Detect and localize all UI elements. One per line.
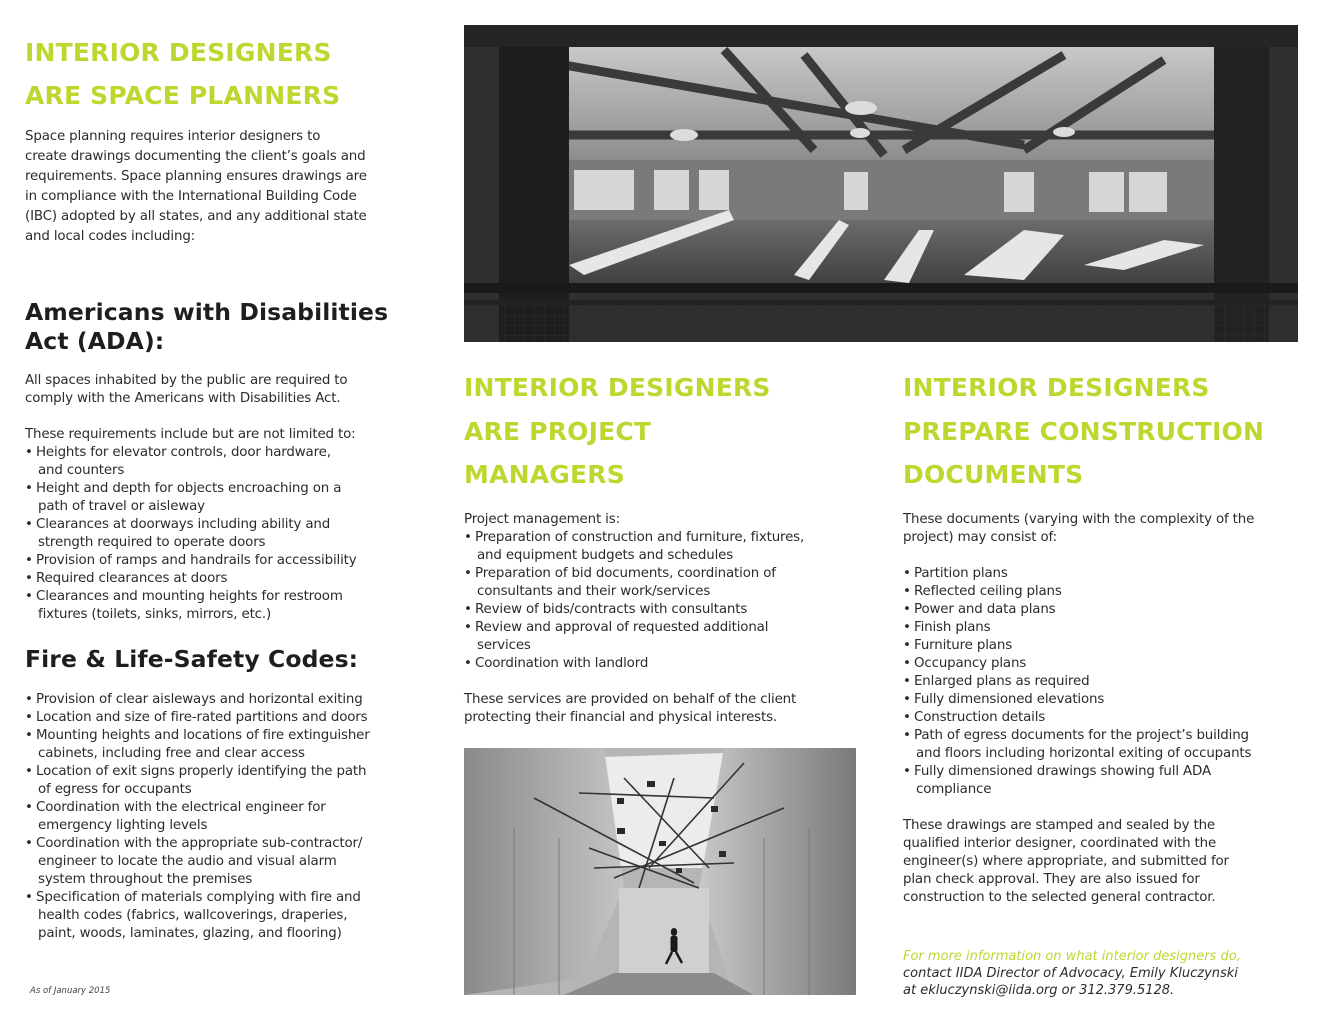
bullet-dot-icon: •	[464, 530, 472, 545]
bullet-text: Fully dimensioned drawings showing full ADA	[914, 764, 1211, 779]
bullet-item	[903, 565, 1254, 583]
heading-line: INTERIOR DESIGNERS	[903, 373, 1210, 402]
bullet-item	[25, 799, 370, 835]
text-line: in compliance with the International Building Code	[25, 189, 357, 204]
bullet-item	[25, 835, 370, 889]
bullet-text: Construction details	[914, 710, 1046, 725]
text-line: project) may consist of:	[903, 530, 1057, 545]
bullet-text-continued: paint, woods, laminates, glazing, and flooring)	[38, 926, 342, 941]
contact-accent-line: For more information on what interior designers do,	[903, 949, 1241, 964]
bullet-item	[25, 727, 370, 763]
bullet-dot-icon: •	[25, 589, 33, 604]
heading-line: PREPARE CONSTRUCTION	[903, 416, 1265, 446]
bullet-item	[25, 444, 357, 480]
text-line: qualified interior designer, coordinated with the	[903, 836, 1217, 851]
fire-safety-body	[25, 691, 370, 943]
bullet-text-continued: of egress for occupants	[38, 782, 192, 797]
text-line: engineer(s) where appropriate, and submitted for	[903, 854, 1229, 869]
space-planners-heading	[25, 31, 340, 117]
office-photo-graphic	[464, 25, 1298, 342]
bullet-dot-icon: •	[25, 836, 33, 851]
bullet-text: Location and size of fire-rated partitions and doors	[36, 710, 368, 725]
construction-docs-heading	[903, 366, 1264, 497]
bullet-text-continued: and equipment budgets and schedules	[477, 548, 734, 563]
bullet-dot-icon: •	[464, 656, 472, 671]
construction-docs-body	[903, 511, 1254, 907]
bullet-item	[903, 601, 1254, 619]
bullet-dot-icon: •	[25, 692, 33, 707]
bullet-item	[903, 619, 1254, 637]
bullet-item	[903, 709, 1254, 727]
bullet-item	[903, 655, 1254, 673]
heading-line: INTERIOR DESIGNERS	[464, 373, 771, 402]
bullet-text: Review and approval of requested additional	[475, 620, 769, 635]
construction-bullet-list	[903, 565, 1254, 799]
ada-heading	[25, 298, 388, 356]
bullet-dot-icon: •	[464, 620, 472, 635]
text-line: create drawings documenting the client’s goals and	[25, 149, 366, 164]
bullet-dot-icon: •	[464, 602, 472, 617]
bullet-text: Review of bids/contracts with consultants	[475, 602, 748, 617]
text-line: These documents (varying with the complexity of the	[903, 512, 1255, 527]
bullet-text: Clearances at doorways including ability and	[36, 517, 331, 532]
bullet-text-continued: emergency lighting levels	[38, 818, 208, 833]
bullet-dot-icon: •	[903, 710, 911, 725]
bullet-text: Partition plans	[914, 566, 1008, 581]
bullet-item	[903, 583, 1254, 601]
project-managers-heading	[464, 366, 771, 497]
heading-line: MANAGERS	[464, 460, 625, 489]
bullet-text: Required clearances at doors	[36, 571, 228, 586]
bullet-text: Power and data plans	[914, 602, 1056, 617]
bullet-text: Coordination with the appropriate sub-contractor/	[36, 836, 363, 851]
text-line: plan check approval. They are also issued for	[903, 872, 1200, 887]
bullet-dot-icon: •	[903, 602, 911, 617]
heading-line: Americans with Disabilities	[25, 298, 389, 326]
bullet-item	[25, 552, 357, 570]
bullet-item	[903, 763, 1254, 799]
bullet-item	[25, 691, 370, 709]
bullet-item	[464, 601, 804, 619]
bullet-text: Occupancy plans	[914, 656, 1027, 671]
bullet-text: Preparation of construction and furniture, fixtures,	[475, 530, 805, 545]
bullet-text: Clearances and mounting heights for restroom	[36, 589, 343, 604]
bullet-text: Path of egress documents for the project’s building	[914, 728, 1249, 743]
bullet-dot-icon: •	[25, 764, 33, 779]
bullet-text: Enlarged plans as required	[914, 674, 1090, 689]
text-line: All spaces inhabited by the public are required to	[25, 373, 348, 388]
bullet-dot-icon: •	[25, 445, 33, 460]
fire-safety-heading: Fire & Life-Safety Codes:	[25, 645, 359, 673]
bullet-item	[25, 570, 357, 588]
fire-bullet-list	[25, 691, 370, 943]
bullet-item	[25, 480, 357, 516]
bullet-dot-icon: •	[903, 692, 911, 707]
bullet-dot-icon: •	[903, 656, 911, 671]
bullet-text: Coordination with landlord	[475, 656, 649, 671]
bullet-item	[903, 691, 1254, 709]
bullet-text: Specification of materials complying with fire and	[36, 890, 361, 905]
bullet-text-continued: consultants and their work/services	[477, 584, 711, 599]
bullet-dot-icon: •	[25, 571, 33, 586]
text-line: These drawings are stamped and sealed by the	[903, 818, 1216, 833]
bullet-dot-icon: •	[903, 638, 911, 653]
heading-line: DOCUMENTS	[903, 460, 1084, 489]
bullet-text-continued: and counters	[38, 463, 125, 478]
bullet-text-continued: engineer to locate the audio and visual alarm	[38, 854, 337, 869]
bullet-text: Fully dimensioned elevations	[914, 692, 1105, 707]
corridor-installation-photo	[464, 748, 856, 995]
bullet-text: Location of exit signs properly identifying the path	[36, 764, 367, 779]
bullet-text: Height and depth for objects encroaching on a	[36, 481, 342, 496]
bullet-dot-icon: •	[464, 566, 472, 581]
bullet-text-continued: strength required to operate doors	[38, 535, 266, 550]
bullet-text-continued: cabinets, including free and clear access	[38, 746, 305, 761]
bullet-dot-icon: •	[25, 800, 33, 815]
bullet-dot-icon: •	[903, 620, 911, 635]
bullet-text: Heights for elevator controls, door hardware,	[36, 445, 331, 460]
project-managers-body	[464, 511, 804, 727]
bullet-text-continued: path of travel or aisleway	[38, 499, 205, 514]
list-intro: Project management is:	[464, 512, 620, 527]
corridor-photo-graphic	[464, 748, 856, 995]
bullet-item	[903, 673, 1254, 691]
bullet-item	[464, 565, 804, 601]
text-line: Space planning requires interior designers to	[25, 129, 321, 144]
heading-line: INTERIOR DESIGNERS	[25, 38, 332, 67]
bullet-item	[25, 709, 370, 727]
contact-email-phone[interactable]: at ekluczynski@iida.org or 312.379.5128.	[903, 983, 1175, 998]
bullet-item	[25, 516, 357, 552]
date-footnote: As of January 2015	[30, 986, 111, 996]
bullet-item	[25, 588, 357, 624]
bullet-item	[903, 727, 1254, 763]
bullet-text: Provision of ramps and handrails for accessibility	[36, 553, 357, 568]
heading-line: ARE SPACE PLANNERS	[25, 81, 341, 110]
text-line: and local codes including:	[25, 229, 196, 244]
bullet-dot-icon: •	[25, 710, 33, 725]
bullet-dot-icon: •	[25, 481, 33, 496]
bullet-text-continued: compliance	[916, 782, 992, 797]
text-line: construction to the selected general contractor.	[903, 890, 1216, 905]
bullet-item	[25, 889, 370, 943]
bullet-item	[464, 529, 804, 565]
list-intro: These requirements include but are not limited to:	[25, 427, 356, 442]
bullet-text: Preparation of bid documents, coordination of	[475, 566, 776, 581]
bullet-dot-icon: •	[25, 517, 33, 532]
office-interior-photo	[464, 25, 1298, 342]
bullet-text: Reflected ceiling plans	[914, 584, 1062, 599]
bullet-text: Provision of clear aisleways and horizontal exiting	[36, 692, 363, 707]
bullet-dot-icon: •	[25, 553, 33, 568]
heading-line: Act (ADA):	[25, 327, 165, 355]
bullet-text: Finish plans	[914, 620, 991, 635]
bullet-item	[464, 655, 804, 673]
bullet-text-continued: fixtures (toilets, sinks, mirrors, etc.)	[38, 607, 272, 622]
bullet-dot-icon: •	[25, 890, 33, 905]
ada-bullet-list	[25, 444, 357, 624]
bullet-text-continued: and floors including horizontal exiting of occupants	[916, 746, 1252, 761]
contact-info	[903, 948, 1241, 999]
contact-line: contact IIDA Director of Advocacy, Emily Kluczynski	[903, 966, 1238, 981]
text-line: These services are provided on behalf of the client	[464, 692, 797, 707]
bullet-dot-icon: •	[903, 728, 911, 743]
project-bullet-list	[464, 529, 804, 673]
text-line: (IBC) adopted by all states, and any additional state	[25, 209, 367, 224]
bullet-text: Furniture plans	[914, 638, 1013, 653]
text-line: requirements. Space planning ensures drawings are	[25, 169, 367, 184]
bullet-text-continued: health codes (fabrics, wallcoverings, draperies,	[38, 908, 348, 923]
bullet-dot-icon: •	[25, 728, 33, 743]
bullet-text: Coordination with the electrical engineer for	[36, 800, 326, 815]
bullet-item	[25, 763, 370, 799]
bullet-dot-icon: •	[903, 764, 911, 779]
ada-body	[25, 372, 357, 624]
bullet-text: Mounting heights and locations of fire extinguisher	[36, 728, 370, 743]
bullet-dot-icon: •	[903, 566, 911, 581]
bullet-text-continued: services	[477, 638, 531, 653]
space-planners-intro	[25, 127, 367, 247]
bullet-item	[464, 619, 804, 655]
bullet-text-continued: system throughout the premises	[38, 872, 253, 887]
bullet-dot-icon: •	[903, 674, 911, 689]
text-line: comply with the Americans with Disabilities Act.	[25, 391, 341, 406]
bullet-item	[903, 637, 1254, 655]
heading-line: ARE PROJECT	[464, 416, 652, 446]
text-line: protecting their financial and physical interests.	[464, 710, 778, 725]
bullet-dot-icon: •	[903, 584, 911, 599]
